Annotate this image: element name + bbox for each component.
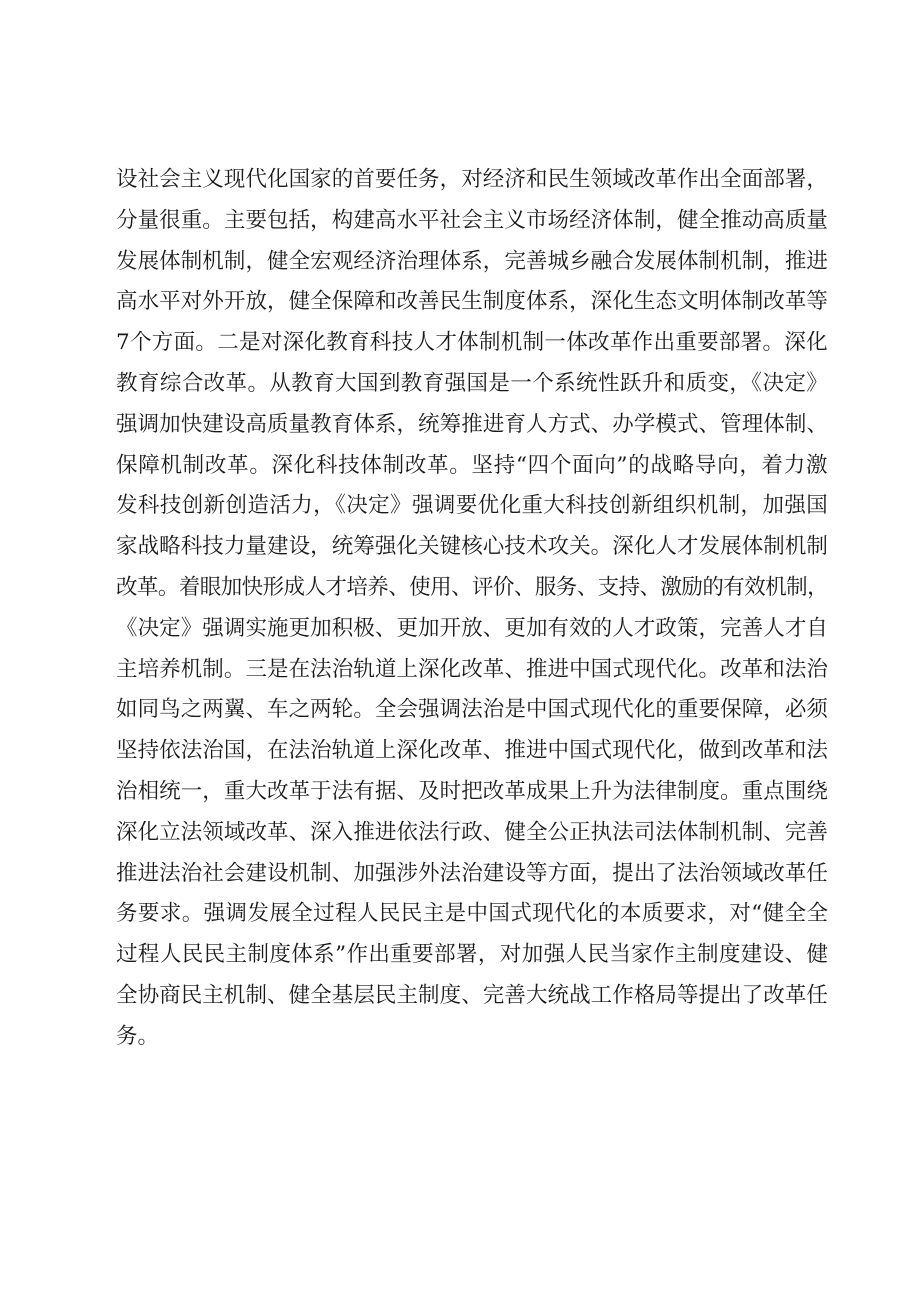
text-line: 强调加快建设高质量教育体系，统筹推进育人方式、办学模式、管理体制、 [116,411,828,437]
text-line: 家战略科技力量建设，统筹强化关键核心技术攻关。深化人才发展体制机制 [116,534,828,560]
text-line: 高水平对外开放，健全保障和改善民生制度体系，深化生态文明体制改革等 [116,289,828,315]
text-line: 教育综合改革。从教育大国到教育强国是一个系统性跃升和质变，《决定》 [116,370,828,396]
text-line: 坚持依法治国，在法治轨道上深化改革、推进中国式现代化，做到改革和法 [116,738,828,764]
text-line: 发展体制机制，健全宏观经济治理体系，完善城乡融合发展体制机制，推进 [116,248,828,274]
text-line: 改革。着眼加快形成人才培养、使用、评价、服务、支持、激励的有效机制， [116,574,828,600]
text-line: 《决定》强调实施更加积极、更加开放、更加有效的人才政策，完善人才自 [116,615,828,641]
text-line: 分量很重。主要包括，构建高水平社会主义市场经济体制，健全推动高质量 [116,207,828,233]
text-line: 务要求。强调发展全过程人民民主是中国式现代化的本质要求，对“健全全 [116,901,828,927]
text-line: 推进法治社会建设机制、加强涉外法治建设等方面，提出了法治领域改革任 [116,860,828,886]
text-line: 主培养机制。三是在法治轨道上深化改革、推进中国式现代化。改革和法治 [116,656,828,682]
text-line: 如同鸟之两翼、车之两轮。全会强调法治是中国式现代化的重要保障，必须 [116,697,828,723]
text-line: 治相统一，重大改革于法有据、及时把改革成果上升为法律制度。重点围绕 [116,778,828,804]
text-line: 务。 [116,1023,160,1049]
text-line: 发科技创新创造活力，《决定》强调要优化重大科技创新组织机制，加强国 [116,493,828,519]
text-line: 设社会主义现代化国家的首要任务，对经济和民生领域改革作出全面部署， [116,167,828,192]
text-line: 保障机制改革。深化科技体制改革。坚持“四个面向”的战略导向，着力激 [116,452,828,478]
text-line: 全协商民主机制、健全基层民主制度、完善大统战工作格局等提出了改革任 [116,982,828,1008]
body-paragraph [116,160,828,1058]
text-line: 7个方面。二是对深化教育科技人才体制机制一体改革作出重要部署。深化 [116,330,828,356]
text-line: 过程人民民主制度体系”作出重要部署，对加强人民当家作主制度建设、健 [116,942,828,968]
text-line: 深化立法领域改革、深入推进依法行政、健全公正执法司法体制机制、完善 [116,819,828,845]
